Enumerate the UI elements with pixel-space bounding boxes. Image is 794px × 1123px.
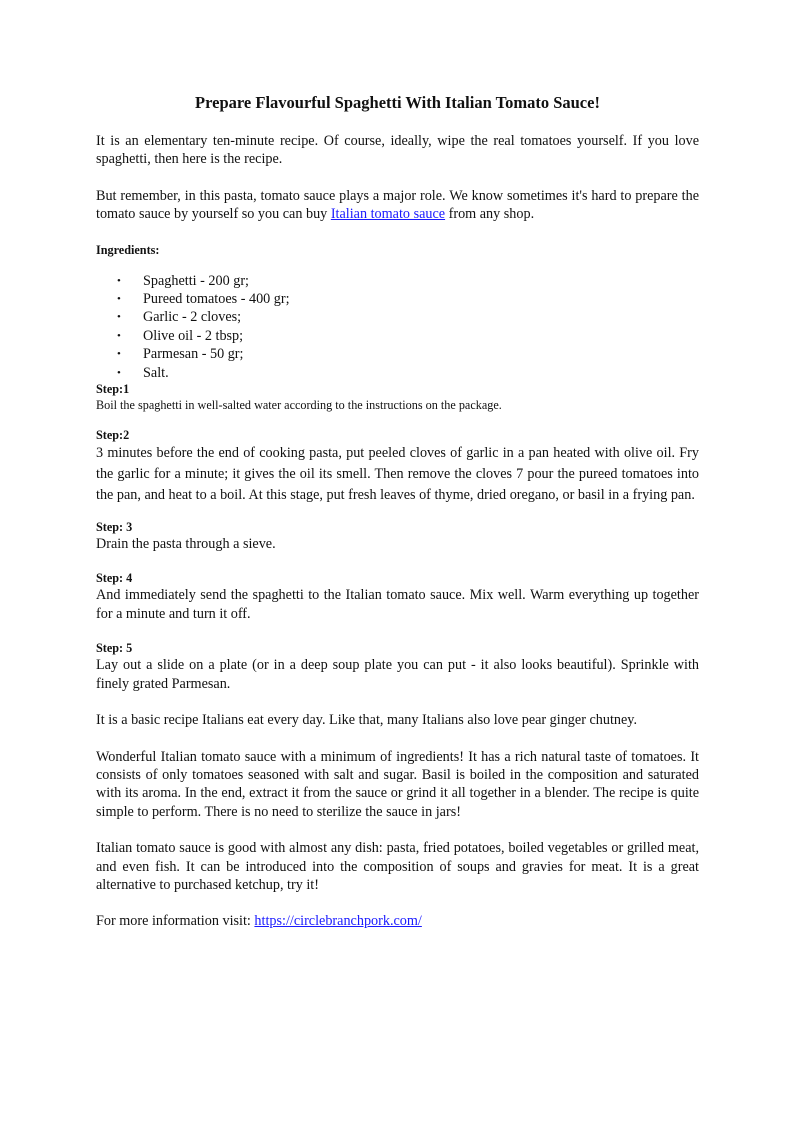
more-info-line (96, 912, 699, 930)
step-3-heading: Step: 3 (96, 520, 133, 535)
step-2-text: 3 minutes before the end of cooking pasta, put peeled cloves of garlic in a pan heated with olive oil. Fry the garlic for a minute; it gives the oil its smell. Then remove the cloves 7 pour the pureed tomatoes into the pan, and heat to a boil. At this stage, put fresh leaves of thyme, dried oregano, or basil in a frying pan. (96, 445, 699, 504)
document-page (96, 93, 699, 931)
ingredient-text: Parmesan - 50 gr; (143, 346, 244, 363)
remember-text-after: from any shop. (445, 206, 535, 223)
intro-paragraph: It is an elementary ten-minute recipe. Of course, ideally, wipe the real tomatoes yourself. If you love spaghetti, then here is the recipe. (96, 133, 699, 168)
ingredient-text: Pureed tomatoes - 400 gr; (143, 291, 290, 308)
step-4-heading: Step: 4 (96, 571, 133, 586)
more-info-label: For more information visit: (96, 913, 255, 930)
ingredients-heading: Ingredients: (96, 242, 160, 257)
ingredient-text: Garlic - 2 cloves; (143, 309, 242, 326)
step-1-heading: Step:1 (96, 382, 130, 397)
list-item (117, 308, 699, 326)
website-link[interactable]: https://circlebranchpork.com/ (254, 913, 422, 930)
good-with-any-dish-paragraph: Italian tomato sauce is good with almost any dish: pasta, fried potatoes, boiled vegetables or grilled meat, and even fish. It can be introduced into the composition of soups and gravies for meat. It is a great alternative to purchased ketchup, try it! (96, 840, 699, 893)
list-item (117, 364, 699, 382)
page-title: Prepare Flavourful Spaghetti With Italian Tomato Sauce! (195, 93, 600, 112)
step-2-heading: Step:2 (96, 428, 130, 443)
step-5-heading: Step: 5 (96, 641, 133, 656)
step-3-text: Drain the pasta through a sieve. (96, 536, 276, 553)
italian-tomato-sauce-link[interactable]: Italian tomato sauce (330, 206, 446, 223)
list-item (117, 272, 699, 290)
bullet-icon: • (117, 329, 121, 342)
bullet-icon: • (117, 311, 121, 324)
basic-recipe-paragraph: It is a basic recipe Italians eat every day. Like that, many Italians also love pear ginger chutney. (96, 712, 638, 729)
step-5-text: Lay out a slide on a plate (or in a deep soup plate you can put - it also looks beautiful). Sprinkle with finely grated Parmesan. (96, 657, 699, 692)
ingredient-text: Olive oil - 2 tbsp; (143, 327, 244, 344)
bullet-icon: • (117, 293, 121, 306)
bullet-icon: • (117, 348, 121, 361)
remember-text-before: But remember, in this pasta, tomato sauce plays a major role. We know sometimes it's hard to prepare the tomato sauce by yourself so you can buy (96, 187, 699, 223)
wonderful-sauce-paragraph: Wonderful Italian tomato sauce with a minimum of ingredients! It has a rich natural taste of tomatoes. It consists of only tomatoes seasoned with salt and sugar. Basil is boiled in the composition and saturated with its aroma. In the end, extract it from the sauce or grind it all together in a blender. The recipe is quite simple to perform. There is no need to sterilize the sauce in jars! (96, 748, 699, 820)
ingredients-list (96, 272, 699, 382)
ingredient-text: Salt. (143, 364, 169, 381)
remember-paragraph (96, 187, 699, 224)
list-item (117, 290, 699, 308)
bullet-icon: • (117, 274, 121, 287)
step-1-text: Boil the spaghetti in well-salted water according to the instructions on the package. (96, 398, 502, 413)
step-4-text: And immediately send the spaghetti to the Italian tomato sauce. Mix well. Warm everything up together for a minute and turn it off. (96, 587, 699, 622)
list-item (117, 345, 699, 363)
ingredient-text: Spaghetti - 200 gr; (143, 272, 249, 289)
list-item (117, 327, 699, 345)
bullet-icon: • (117, 366, 121, 379)
